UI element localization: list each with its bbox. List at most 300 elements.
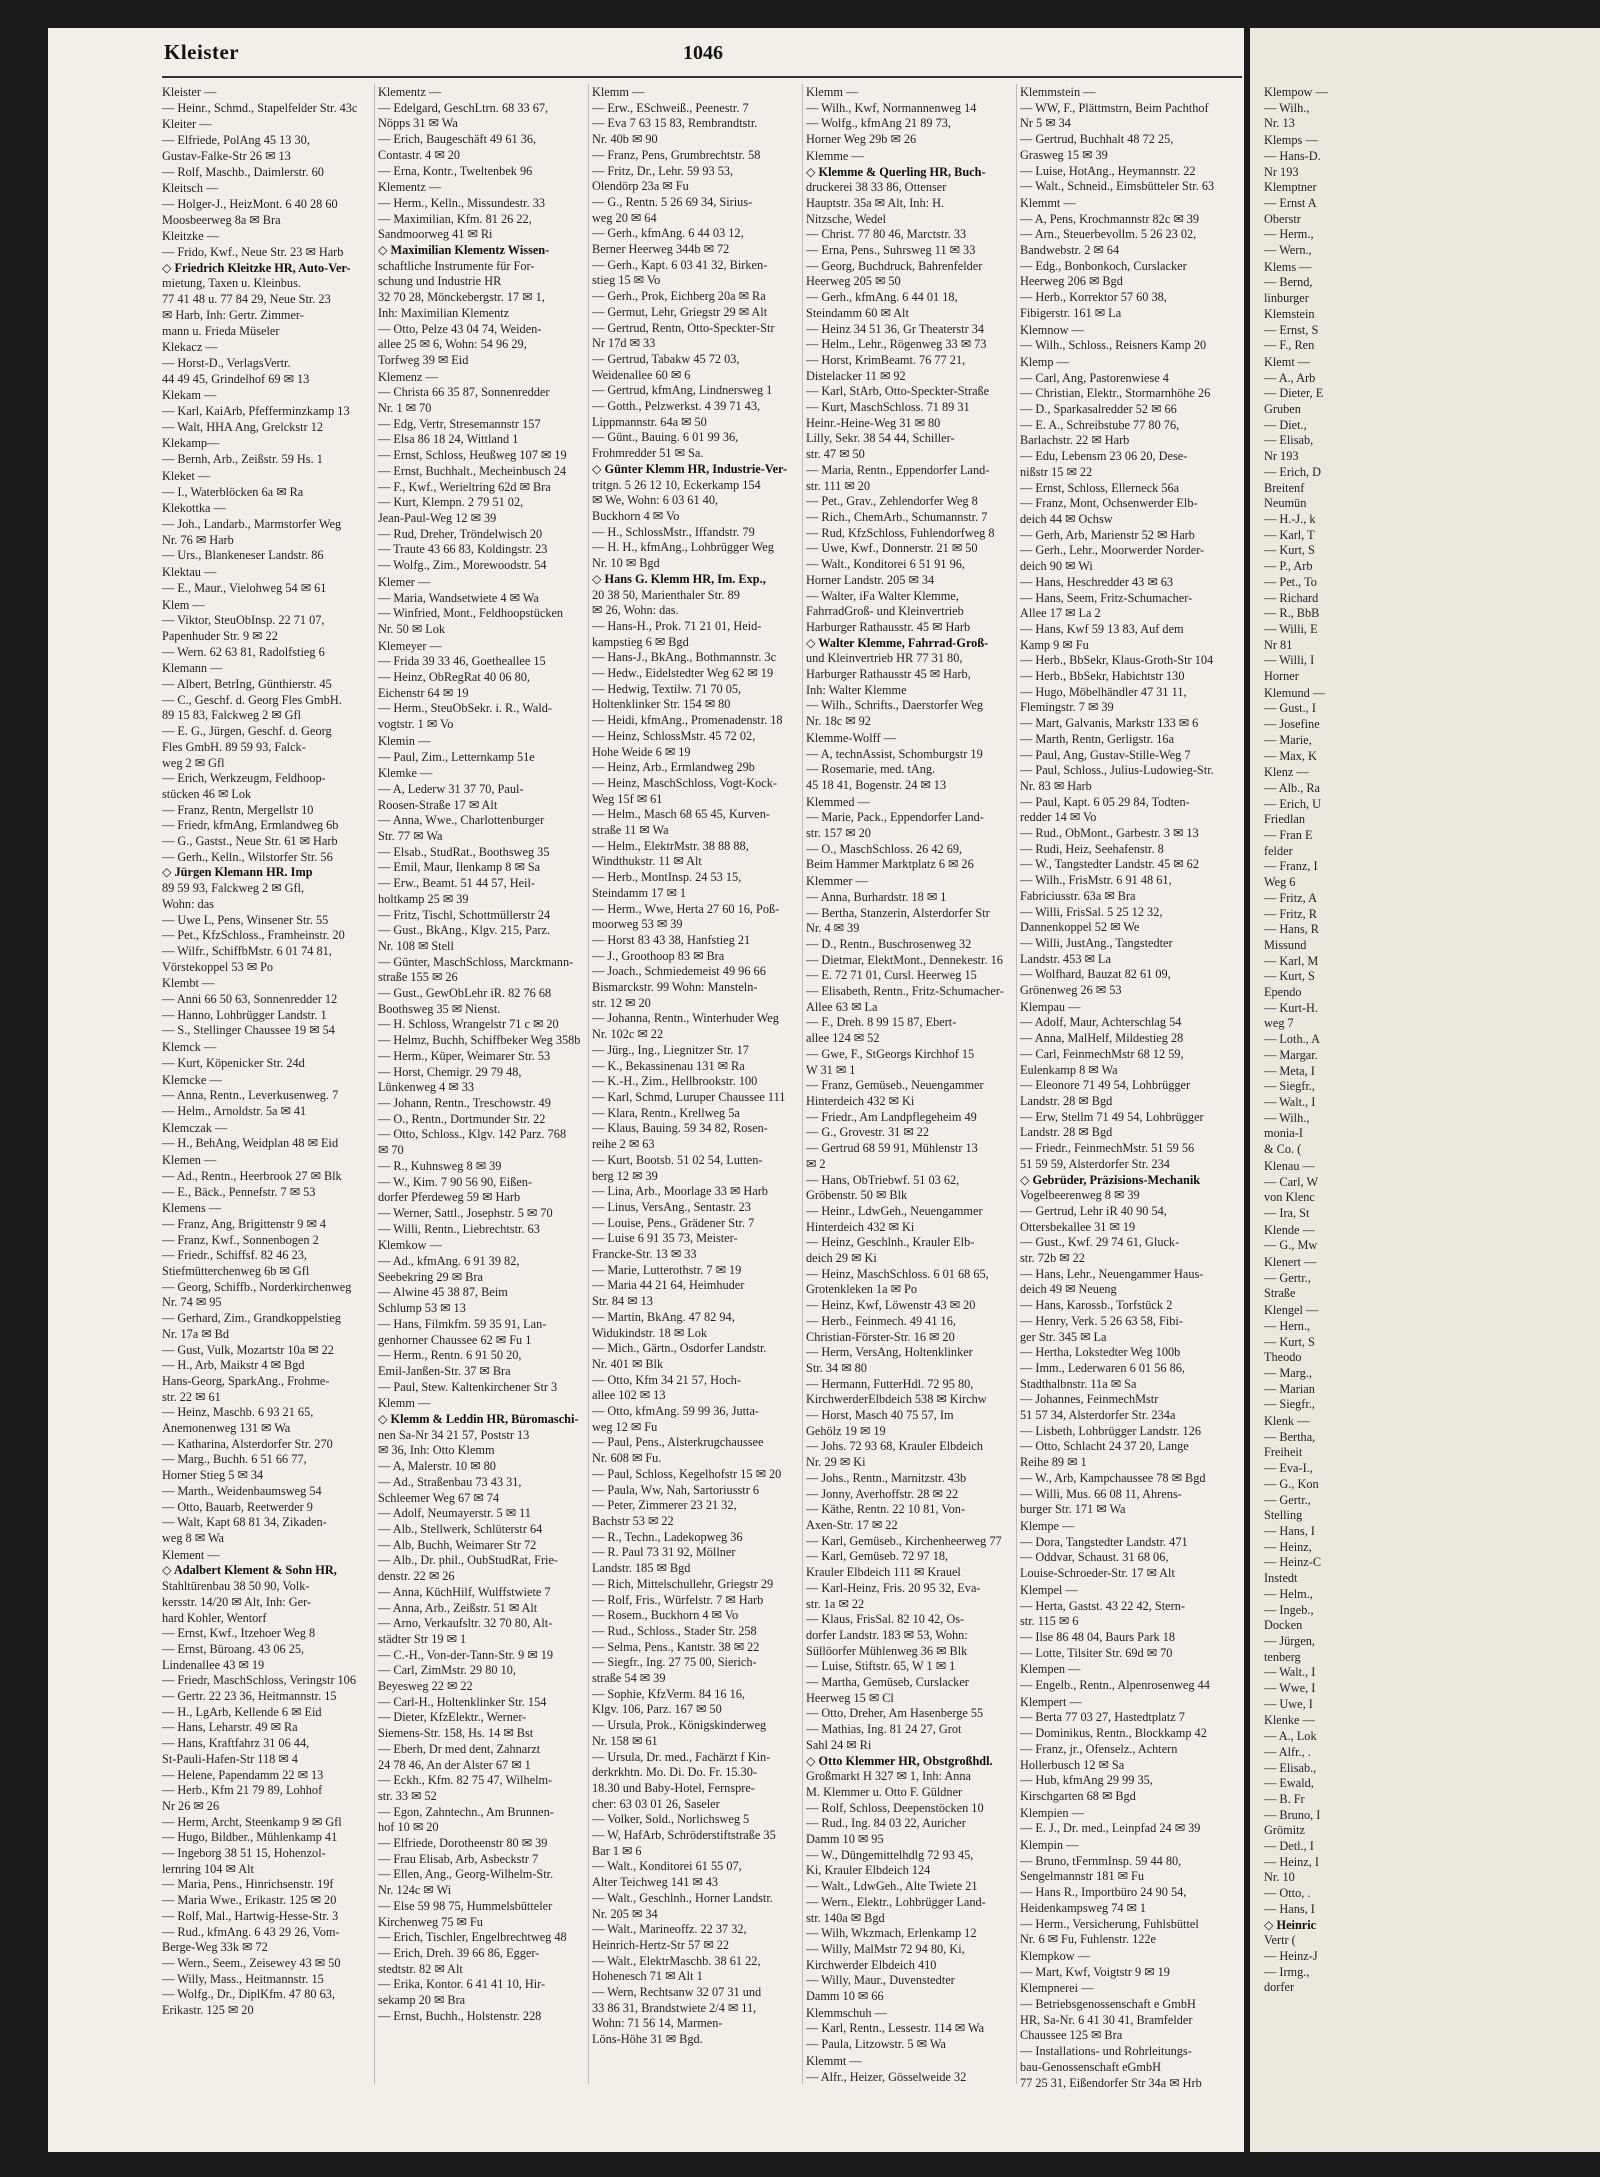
directory-entry: tenberg [1264,1649,1301,1664]
directory-entry: — Detl., I [1264,1839,1314,1854]
directory-entry: Heinrich-Hertz-Str 57 ✉ 22 [592,1937,729,1952]
directory-entry: Bar 1 ✉ 6 [592,1843,642,1858]
directory-entry: — Willi, FrisSal. 5 25 12 32, [1020,904,1163,919]
directory-entry: — Herm., SteuObSekr. i. R., Wald- [378,701,552,716]
directory-entry: Sahl 24 ✉ Ri [806,1737,872,1752]
directory-entry: — Emil, Maur, Ilenkamp 8 ✉ Sa [378,860,541,875]
directory-entry: — Heinz, [1264,1539,1312,1554]
directory-column-2 [378,84,584,2024]
directory-entry: — Max, K [1264,748,1317,763]
directory-entry: — Dietmar, ElektMont., Dennekestr. 16 [806,952,1003,967]
directory-entry: — Urs., Blankeneser Landstr. 86 [162,548,324,563]
directory-entry: — Ad., Rentn., Heerbrook 27 ✉ Blk [162,1168,342,1183]
directory-entry: hard Kohler, Wentorf [162,1610,267,1625]
directory-entry: — Gerh, Arb, Marienstr 52 ✉ Harb [1020,527,1195,542]
directory-entry: Bismarckstr. 99 Wohn: Mansteln- [592,980,758,995]
directory-entry: deich 90 ✉ Wi [1020,559,1093,574]
directory-entry: Nr 26 ✉ 26 [162,1798,220,1813]
directory-entry: — A., Lok [1264,1729,1317,1744]
directory-entry: Allee 17 ✉ La 2 [1020,606,1101,621]
directory-entry: — Rud., kfmAng. 6 43 29 26, Vom- [162,1924,340,1939]
directory-entry: Klemens — [162,1201,222,1216]
directory-entry: Boothsweg 35 ✉ Nienst. [378,1001,501,1016]
directory-entry: — I., Waterblöcken 6a ✉ Ra [162,484,304,499]
directory-entry: — C.-H., Von-der-Tann-Str. 9 ✉ 19 [378,1647,554,1662]
directory-entry: Ottersbekallee 31 ✉ 19 [1020,1219,1136,1234]
directory-entry: mietung, Taxen u. Kleinbus. [162,276,301,291]
directory-entry: — Otto, Kfm 34 21 57, Hoch- [592,1372,741,1387]
directory-entry: Landstr. 28 ✉ Bgd [1020,1125,1113,1140]
directory-entry: dorfer [1264,1980,1295,1995]
directory-entry: Berner Heerweg 344b ✉ 72 [592,242,730,257]
directory-entry: Klemnow — [1020,322,1084,337]
directory-entry: — Heidi, kfmAng., Promenadenstr. 18 [592,713,783,728]
directory-entry: Christian-Förster-Str. 16 ✉ 20 [806,1329,955,1344]
directory-entry: — Kurt, S [1264,543,1315,558]
directory-entry: Friedlan [1264,812,1305,827]
directory-entry: — Klaus, Bauing. 59 34 82, Rosen- [592,1121,768,1136]
directory-entry: — Rolf, Mal., Hartwig-Hesse-Str. 3 [162,1908,339,1923]
directory-entry: Flemingstr. 7 ✉ 39 [1020,700,1114,715]
directory-entry: — Walt., I [1264,1665,1316,1680]
directory-entry: Erikastr. 125 ✉ 20 [162,2003,254,2018]
directory-entry: — Ilse 86 48 04, Baurs Park 18 [1020,1629,1176,1644]
directory-entry: Kirschgarten 68 ✉ Bgd [1020,1788,1136,1803]
directory-entry: Stiefmütterchenweg 6b ✉ Gfl [162,1264,310,1279]
directory-entry: Klemm — [592,85,645,99]
directory-entry: — Rich, Mittelschullehr, Griegstr 29 [592,1576,774,1591]
directory-entry: — Franz, Kwf., Sonnenbogen 2 [162,1232,319,1247]
directory-entry: — Walt., Geschlnh., Horner Landstr. [592,1890,773,1905]
directory-entry: — Anna, Rentn., Leverkusenweg. 7 [162,1088,339,1103]
directory-entry: — Erich, Baugeschäft 49 61 36, [378,132,537,147]
directory-entry: — Carl-H., Holtenklinker Str. 154 [378,1694,547,1709]
directory-entry: — Johann, Rentn., Treschowstr. 49 [378,1096,551,1110]
directory-entry: — Ernst, Kwf., Itzehoer Weg 8 [162,1626,316,1641]
directory-entry: ◇ Jürgen Klemann HR. Imp [162,865,313,880]
directory-entry: — R., Kuhnsweg 8 ✉ 39 [378,1158,502,1173]
directory-entry: — Herm., Versicherung, Fuhlsbüttel [1020,1916,1199,1931]
directory-entry: — W., Kim. 7 90 56 90, Eißen- [378,1174,533,1189]
directory-entry: — Gerh., kfmAng. 6 44 01 18, [806,290,958,305]
directory-entry: Kleister — [162,85,217,99]
directory-entry: — Heinz-C [1264,1555,1322,1570]
directory-entry: — Martha, Gemüseb, Curslacker [806,1675,969,1690]
directory-entry: — D., Sparkasalredder 52 ✉ 66 [1020,402,1177,417]
directory-entry: — Gerh., Kapt. 6 03 41 32, Birken- [592,257,768,272]
directory-entry: — Herm, VersAng, Holtenklinker [806,1345,973,1360]
directory-entry: Berge-Weg 33k ✉ 72 [162,1940,268,1955]
directory-entry: — Helm., ElektrMstr. 38 88 88, [592,838,749,853]
directory-entry: Hollerbusch 12 ✉ Sa [1020,1757,1125,1772]
directory-entry: — Dieter, KfzElektr., Werner- [378,1710,527,1725]
directory-entry: — Jonny, Averhoffstr. 28 ✉ 22 [806,1486,959,1501]
directory-entry: — Hern., [1264,1318,1311,1333]
directory-entry: Klembt — [162,976,215,991]
directory-entry: — Erich, Dreh. 39 66 86, Egger- [378,1945,540,1960]
directory-entry: Sandmoorweg 41 ✉ Ri [378,227,493,242]
directory-entry: Horner [1264,669,1299,684]
directory-entry: — Anna, Arb., Zeißstr. 51 ✉ Alt [378,1600,538,1615]
directory-entry: — Herb., Kfm 21 79 89, Lohhof [162,1783,323,1798]
directory-entry: Nr. 17a ✉ Bd [162,1326,230,1341]
directory-entry: — Friedr., FeinmechMstr. 51 59 56 [1020,1141,1195,1156]
directory-entry: — Walt, Kapt 68 81 34, Zikaden- [162,1515,327,1530]
directory-entry: kampstieg 6 ✉ Bgd [592,634,689,649]
directory-entry: Nr. 158 ✉ 61 [592,1733,658,1748]
directory-entry: — Friedr., Schiffsf. 82 46 23, [162,1248,307,1263]
directory-column-6 [1264,84,1600,1996]
directory-entry: — Erika, Kontor. 6 41 41 10, Hir- [378,1977,546,1992]
directory-entry: — Heinr., Schmd., Stapelfelder Str. 43c [162,100,358,115]
directory-entry: — Paul, Zim., Letternkamp 51e [378,749,535,764]
directory-entry: Steindamm 60 ✉ Alt [806,305,909,320]
directory-entry: — W, HafArb, Schröderstiftstraße 35 [592,1828,776,1843]
directory-entry: Klempow — [1264,85,1328,99]
directory-entry: ◇ Klemm & Leddin HR, Büromaschi- [378,1412,579,1427]
directory-entry: — Siegfr., Ing. 27 75 00, Sierich- [592,1655,757,1670]
directory-entry: — Lina, Arb., Moorlage 33 ✉ Harb [592,1184,768,1199]
directory-entry: — Gerh., Kelln., Wilstorfer Str. 56 [162,849,333,864]
directory-entry: — Bertha, Stanzerin, Alsterdorfer Str [806,905,990,920]
directory-entry: — Hans, ObTriebwf. 51 03 62, [806,1172,960,1187]
directory-entry: — Betriebsgenossenschaft e GmbH [1020,1997,1196,2012]
directory-entry: — Rich., ChemArb., Schumannstr. 7 [806,509,988,524]
directory-entry: Nr. 102c ✉ 22 [592,1027,664,1042]
directory-entry: Grönenweg 26 ✉ 53 [1020,983,1122,998]
directory-entry: ✉ 36, Inh: Otto Klemm [378,1443,495,1458]
directory-entry: schaftliche Instrumente für For- [378,258,535,273]
directory-entry: Weg 15f ✉ 61 [592,791,663,806]
directory-entry: stücken 46 ✉ Lok [162,786,252,801]
directory-entry: — Georg, Schiffb., Norderkirchenweg [162,1279,352,1294]
directory-entry: — Gust., BkAng., Klgv. 215, Parz. [378,923,551,938]
directory-entry: Fibigerstr. 161 ✉ La [1020,305,1122,320]
directory-entry: Nr. 205 ✉ 34 [592,1906,658,1921]
directory-entry: — Willi, Mus. 66 08 11, Ahrens- [1020,1486,1182,1501]
directory-entry: — Anna, KüchHilf, Wulffstwiete 7 [378,1584,551,1599]
directory-entry: — Carl, Ang, Pastorenwiese 4 [1020,370,1169,385]
directory-entry: — Eleonore 71 49 54, Lohbrügger [1020,1078,1191,1093]
directory-entry: Klenau — [1264,1158,1315,1173]
directory-entry: Eulenkamp 8 ✉ Wa [1020,1062,1118,1077]
directory-entry: Straße [1264,1286,1296,1301]
directory-entry: linburger [1264,291,1309,306]
directory-entry: — Herm., Küper, Weimarer Str. 53 [378,1048,551,1063]
directory-entry: — Adolf, Maur, Achterschlag 54 [1020,1015,1182,1030]
directory-entry: — Willi, E [1264,621,1318,636]
directory-entry: — Marg., Buchh. 6 51 66 77, [162,1452,307,1467]
directory-entry: — Franz, Mont, Ochsenwerder Elb- [1020,496,1198,511]
directory-entry: weg 8 ✉ Wa [162,1530,225,1545]
directory-entry: — Günter, MaschSchloss, Marckmann- [378,954,574,969]
directory-entry: Eichenstr 64 ✉ 19 [378,685,469,700]
directory-entry: Süllöorfer Mühlenweg 36 ✉ Blk [806,1643,968,1658]
directory-entry: — Herm., Wwe, Herta 27 60 16, Poß- [592,901,780,916]
directory-entry: derkrkhtn. Mo. Di. Do. Fr. 15.30- [592,1765,757,1780]
directory-entry: ◇ Klemme & Querling HR, Buch- [806,164,986,179]
directory-entry: — Dominikus, Rentn., Blockkamp 42 [1020,1726,1207,1741]
directory-entry: Landstr. 453 ✉ La [1020,951,1111,966]
directory-entry: — R., BbB [1264,606,1320,621]
directory-entry: Klemmt — [806,2053,862,2068]
directory-entry: Nr 81 [1264,637,1293,652]
directory-entry: Klemke — [378,766,433,781]
directory-entry: Schleemer Weg 67 ✉ 74 [378,1490,500,1505]
directory-entry: — Klara, Rentn., Krellweg 5a [592,1105,740,1120]
directory-entry: — Diet., [1264,417,1307,432]
directory-entry: Klemmer — [806,874,868,889]
directory-entry: — Helmz, Buchh, Schiffbeker Weg 358b [378,1033,581,1048]
directory-entry: 45 18 41, Bogenstr. 24 ✉ 13 [806,777,947,792]
directory-entry: — Rud., Schloss., Stader Str. 258 [592,1623,757,1638]
directory-entry: — Otto, . [1264,1886,1311,1901]
directory-entry: — Paul, Stew. Kaltenkirchener Str 3 [378,1379,558,1394]
directory-entry: — Walt., Schneid., Eimsbütteler Str. 63 [1020,179,1215,194]
directory-entry: — Otto, Schlacht 24 37 20, Lange [1020,1439,1189,1454]
directory-entry: — Ernst, Schloss, Ellerneck 56a [1020,480,1180,495]
directory-entry: — Fritz, Tischl, Schottmüllerstr 24 [378,907,551,922]
directory-entry: burger Str. 171 ✉ Wa [1020,1502,1126,1517]
directory-entry: Landstr. 28 ✉ Bgd [1020,1094,1113,1108]
directory-entry: — S., Stellinger Chaussee 19 ✉ 54 [162,1023,335,1038]
directory-entry: — Paula, Litzowstr. 5 ✉ Wa [806,2037,946,2052]
directory-entry: Docken [1264,1618,1303,1633]
directory-entry: — Arno, Verkaufsltr. 32 70 80, Alt- [378,1616,553,1631]
directory-entry: — W., Düngemittelhdlg 72 93 45, [806,1847,974,1862]
directory-entry: Klengel — [1264,1303,1319,1318]
directory-entry: ◇ Adalbert Klement & Sohn HR, [162,1563,337,1578]
directory-entry: — Carl, FeinmechMstr 68 12 59, [1020,1046,1184,1061]
directory-entry: Krauler Elbdeich 111 ✉ Krauel [806,1565,961,1580]
directory-entry: berg 12 ✉ 39 [592,1168,658,1183]
directory-entry: 32 70 28, Mönckebergstr. 17 ✉ 1, [378,290,545,305]
directory-entry: allee 25 ✉ 6, Wohn: 54 96 29, [378,337,527,352]
directory-entry: FahrradGroß- und Kleinvertrieb [806,604,964,619]
directory-entry: — Lisbeth, Lohbrügger Landstr. 126 [1020,1423,1202,1438]
directory-entry: Klemp — [1020,354,1069,369]
directory-entry: — Gust., I [1264,701,1316,716]
directory-entry: — Paul, Kapt. 6 05 29 84, Todten- [1020,794,1190,809]
directory-entry: — Franz, I [1264,859,1318,874]
directory-entry: — Hans, Lehr., Neuengammer Haus- [1020,1266,1204,1281]
directory-entry: — Wern. 62 63 81, Radolfstieg 6 [162,644,325,659]
directory-entry: Buckhorn 4 ✉ Vo [592,508,680,523]
directory-entry: — Horst, KrimBeamt. 76 77 21, [806,352,966,367]
directory-entry: — Erw, Stellm 71 49 54, Lohbrügger [1020,1109,1204,1124]
directory-entry: — Edelgard, GeschLtrn. 68 33 67, [378,100,549,115]
directory-entry: — Walt., LdwGeh., Alte Twiete 21 [806,1879,978,1894]
directory-entry: — Jürg., Ing., Liegnitzer Str. 17 [592,1042,749,1057]
directory-entry: — Herta, Gastst. 43 22 42, Stern- [1020,1598,1185,1613]
directory-entry: Klende — [1264,1222,1315,1237]
directory-entry: Klektau — [162,565,217,580]
directory-entry: — Marie, [1264,732,1312,747]
directory-entry: — Bertha, [1264,1429,1316,1444]
directory-entry: Klemmed — [806,794,870,809]
directory-entry: weg 2 ✉ Gfl [162,755,225,770]
directory-entry: — Ingeborg 38 51 15, Hohenzol- [162,1846,326,1861]
directory-entry: Breitenf [1264,480,1305,495]
directory-entry: — Ernst, Buchh., Holstenstr. 228 [378,2008,542,2023]
directory-entry: Stahltürenbau 38 50 90, Volk- [162,1579,310,1594]
directory-entry: — Heinz, ObRegRat 40 06 80, [378,670,530,685]
directory-entry: Klempe — [1020,1518,1075,1533]
directory-entry: Löns-Höhe 31 ✉ Bgd. [592,2032,703,2047]
directory-entry: Klempel — [1020,1582,1078,1597]
directory-entry: — Arn., Steuerbevollm. 5 26 23 02, [1020,227,1197,242]
directory-entry: Kirchwerder Elbdeich 410 [806,1957,937,1972]
directory-entry: — Germut, Lehr, Griegstr 29 ✉ Alt [592,304,768,319]
directory-entry: — Herb., MontInsp. 24 53 15, [592,870,742,885]
directory-entry: — Willy, Mass., Heitmannstr. 15 [162,1971,324,1986]
directory-entry: — Maximilian, Kfm. 81 26 22, [378,211,532,226]
directory-entry: Dannenkoppel 52 ✉ We [1020,920,1140,935]
directory-entry: — Bernd, [1264,275,1313,290]
directory-entry: Kleiter — [162,117,212,132]
directory-entry: str. 22 ✉ 61 [162,1389,221,1404]
directory-entry: — O., Rentn., Dortmunder Str. 22 [378,1111,546,1126]
directory-entry: Hinterdeich 432 ✉ Ki [806,1219,915,1234]
directory-entry: Weidenallee 60 ✉ 6 [592,367,691,382]
directory-entry: — Wern., Elektr., Lohbrügger Land- [806,1894,986,1909]
directory-entry: — Pet., KfzSchloss., Framheinstr. 20 [162,928,345,943]
directory-entry: Anemonenweg 131 ✉ Wa [162,1421,291,1436]
directory-entry: — Klaus, FrisSal. 82 10 42, Os- [806,1612,965,1627]
directory-entry: — Viktor, SteuObInsp. 22 71 07, [162,613,325,628]
directory-entry: KirchwerderElbdeich 538 ✉ Kirchw [806,1392,987,1407]
directory-entry: Heidenkampsweg 74 ✉ 1 [1020,1900,1147,1915]
directory-entry: Bachstr 53 ✉ 22 [592,1513,674,1528]
directory-entry: — Frido, Kwf., Neue Str. 23 ✉ Harb [162,245,344,260]
directory-entry: — Gust., GewObLehr iR. 82 76 68 [378,986,552,1001]
directory-entry: Klement — [162,1547,220,1562]
directory-entry: Heinr.-Heine-Weg 31 ✉ 80 [806,415,941,430]
directory-entry: Grömitz [1264,1823,1305,1838]
directory-entry: dorfer Landstr. 183 ✉ 53, Wohn: [806,1627,968,1642]
directory-entry: — Ursula, Dr. med., Fachärzt f Kin- [592,1749,771,1764]
directory-entry: — Wern., Seem., Zeisewey 43 ✉ 50 [162,1955,341,1970]
directory-entry: Str. 77 ✉ Wa [378,829,443,844]
directory-entry: — Wilh., Schloss., Reisners Kamp 20 [1020,338,1207,353]
directory-entry: Klenz — [1264,765,1309,780]
directory-entry: — Hermann, FutterHdl. 72 95 80, [806,1376,974,1391]
directory-entry: Hinterdeich 432 ✉ Ki [806,1094,915,1108]
directory-entry: Klem — [162,597,205,612]
directory-entry: — Fritz, R [1264,906,1317,921]
directory-entry: — Christa 66 35 87, Sonnenredder [378,385,550,400]
directory-entry: Klempin — [1020,1838,1079,1853]
directory-entry: — Wolfg., Zim., Morewoodstr. 54 [378,558,547,573]
directory-entry: schung und Industrie HR [378,274,502,289]
directory-entry: Klemm — [806,85,859,99]
directory-entry: — Rud, KfzSchloss, Fuhlendorfweg 8 [806,525,995,540]
directory-entry: — Karl, T [1264,527,1315,542]
directory-entry: Nr 193 [1264,449,1299,464]
directory-entry: 89 59 93, Falckweg 2 ✉ Gfl, [162,881,305,896]
directory-entry: — Heinz, I [1264,1854,1319,1869]
directory-entry: — H., LgArb, Kellende 6 ✉ Eid [162,1704,322,1719]
directory-entry: Klementz — [378,85,442,99]
directory-entry: Fles GmbH. 89 59 93, Falck- [162,739,306,754]
directory-entry: — Alb., Ra [1264,780,1321,795]
directory-entry: holtkamp 25 ✉ 39 [378,891,469,906]
directory-entry: Papenhuder Str. 9 ✉ 22 [162,628,278,643]
directory-entry: — Alfr., Heizer, Gösselweide 32 [806,2069,967,2084]
directory-entry: Instedt [1264,1571,1298,1586]
directory-entry: Nr. 108 ✉ Stell [378,938,454,953]
directory-entry: — Ad., kfmAng. 6 91 39 82, [378,1254,520,1269]
directory-entry: — K., Bekassinenau 131 ✉ Ra [592,1058,745,1073]
directory-entry: Lilly, Sekr. 38 54 44, Schiller- [806,431,955,446]
directory-entry: — Paul, Schloss, Kegelhofstr 15 ✉ 20 [592,1466,782,1481]
directory-entry: Nr. 83 ✉ Harb [1020,778,1092,793]
directory-entry: — Elsa 86 18 24, Wittland 1 [378,432,519,447]
directory-entry: — Fritz, Dr., Lehr. 59 93 53, [592,163,734,178]
directory-entry: — K.-H., Zim., Hellbrookstr. 100 [592,1074,758,1089]
directory-entry: — Helene, Papendamm 22 ✉ 13 [162,1767,324,1782]
directory-entry: — Paul, Schloss., Julius-Ludowieg-Str. [1020,763,1214,778]
directory-entry: — Rudi, Heiz, Seehafenstr. 8 [1020,841,1164,856]
directory-entry: — Mich., Gärtn., Osdorfer Landstr. [592,1341,767,1356]
directory-entry: Kleitzke — [162,229,220,244]
directory-entry: Klemin — [378,733,431,748]
directory-entry: ◇ Friedrich Kleitzke HR, Auto-Ver- [162,260,351,275]
directory-entry: — Holger-J., HeizMont. 6 40 28 60 [162,196,338,211]
directory-entry: — Erna, Pens., Suhrsweg 11 ✉ 33 [806,243,976,258]
directory-entry: Klemt — [1264,354,1311,369]
directory-entry: Klemme-Wolff — [806,730,896,745]
directory-entry: — Gust, Vulk, Mozartstr 10a ✉ 22 [162,1342,334,1357]
directory-entry: — Karl, M [1264,953,1319,968]
directory-entry: — Herm., Kelln., Missundestr. 33 [378,195,546,210]
directory-entry: — Rud, Dreher, Tröndelwisch 20 [378,526,543,541]
directory-entry: Nr. 4 ✉ 39 [806,921,860,936]
directory-entry: Klempen — [1020,1662,1081,1677]
directory-entry: — Wilh., [1264,100,1310,115]
directory-entry: — E., Bäck., Pennefstr. 7 ✉ 53 [162,1184,316,1199]
directory-entry: Nr. 1 ✉ 70 [378,401,432,416]
directory-entry: Klementz — [378,180,442,195]
directory-entry: — Eckh., Kfm. 82 75 47, Wilhelm- [378,1773,553,1788]
directory-entry: — Walt., Konditorei 61 55 07, [592,1859,742,1874]
directory-entry: tritgn. 5 26 12 10, Eckerkamp 154 [592,477,761,492]
directory-entry: — Herm., [1264,227,1314,242]
directory-entry: Vertr ( [1264,1933,1296,1948]
directory-entry: Seebekring 29 ✉ Bra [378,1269,483,1284]
directory-entry: — Peter, Zimmerer 23 21 32, [592,1498,737,1513]
directory-entry: — Kurt, S [1264,1334,1315,1349]
directory-entry: sekamp 20 ✉ Bra [378,1993,466,2008]
directory-entry: — H. H., kfmAng., Lohbrügger Weg [592,540,774,555]
directory-entry: — Herb., BbSekr, Habichtstr 130 [1020,669,1185,684]
directory-entry: — Jürgen, [1264,1633,1316,1648]
directory-entry: straße 54 ✉ 39 [592,1671,666,1686]
directory-entry: Frohmredder 51 ✉ Sa. [592,446,704,461]
directory-entry: Ependo [1264,985,1302,1000]
page-header [48,28,1244,80]
directory-entry: Klems — [1264,259,1312,274]
directory-entry: — Alb., Dr. phil., OubStudRat, Frie- [378,1553,559,1568]
directory-entry: — Irmg., [1264,1964,1310,1979]
directory-entry: — Wilh., Schrifts., Daerstorfer Weg [806,698,984,713]
directory-entry: und Kleinvertrieb HR 77 31 80, [806,651,963,666]
directory-entry: — E. 72 71 01, Cursl. Heerweg 15 [806,968,977,983]
directory-column-4 [806,84,1012,2085]
directory-entry: — Gertrud, Buchhalt 48 72 25, [1020,132,1174,147]
directory-entry: — Luise 6 91 35 73, Meister- [592,1231,738,1246]
directory-entry: — Werner, Sattl., Josephstr. 5 ✉ 70 [378,1205,553,1220]
